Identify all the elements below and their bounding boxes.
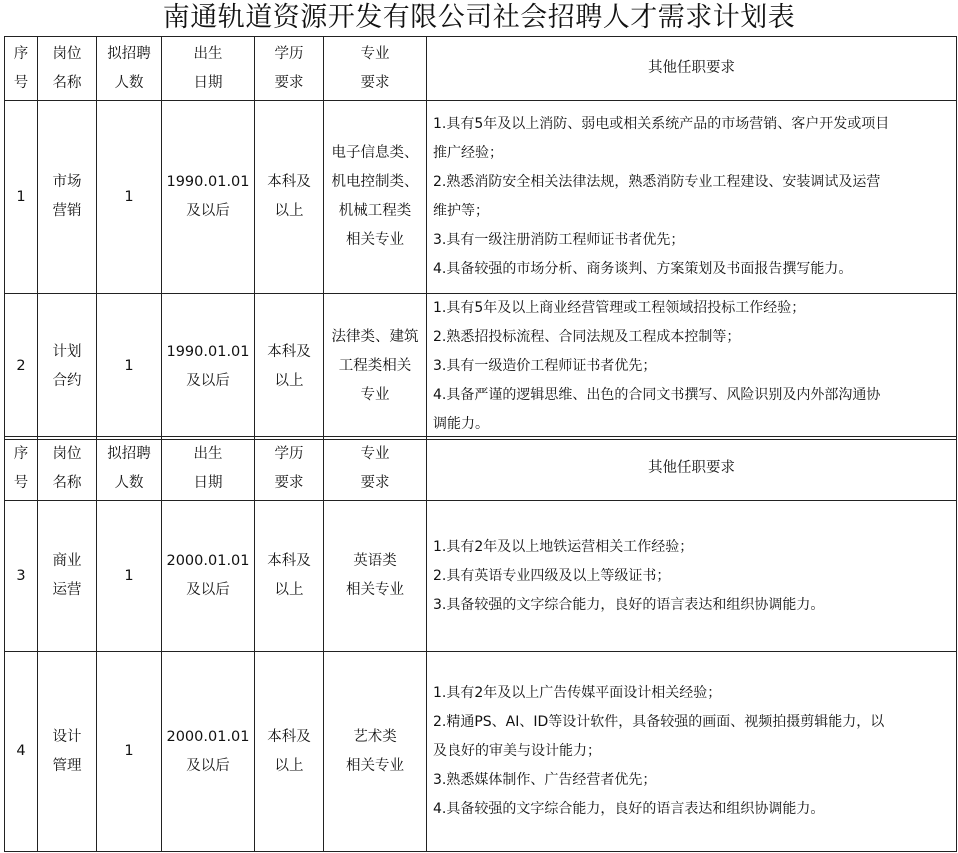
row-major: 艺术类 相关专业 <box>324 652 427 852</box>
header-other-requirements: 其他任职要求 <box>427 37 957 101</box>
row-education: 本科及 以上 <box>255 101 324 294</box>
row-education: 本科及 以上 <box>255 294 324 440</box>
header-other-requirements: 其他任职要求 <box>427 437 957 501</box>
row-position: 计划 合约 <box>38 294 97 440</box>
table-row <box>5 294 957 440</box>
row-position: 商业 运营 <box>38 501 97 652</box>
header-birth: 出生 日期 <box>162 437 255 501</box>
table-header-row <box>5 37 957 101</box>
row-no: 1 <box>5 101 38 294</box>
row-requirements: 1.具有2年及以上广告传媒平面设计相关经验； 2.精通PS、AI、ID等设计软件，具备较强的画面、视频拍摄剪辑能力，以 及良好的审美与设计能力； 3.熟悉媒体制作、广告经营者优先； 4.具备较强的文字综合能力，良好的语言表达和组织协调能力。 <box>427 652 957 852</box>
row-major: 电子信息类、 机电控制类、 机械工程类 相关专业 <box>324 101 427 294</box>
header-education: 学历 要求 <box>255 437 324 501</box>
row-no: 3 <box>5 501 38 652</box>
row-no: 4 <box>5 652 38 852</box>
table-row <box>5 501 957 652</box>
row-count: 1 <box>97 652 162 852</box>
row-requirements: 1.具有5年及以上消防、弱电或相关系统产品的市场营销、客户开发或项目 推广经验； 2.熟悉消防安全相关法律法规，熟悉消防专业工程建设、安装调试及运营 维护等； 3.具有一级注册消防工程师证书者优先； 4.具备较强的市场分析、商务谈判、方案策划及书面报告撰写能力。 <box>427 101 957 294</box>
row-birth: 1990.01.01 及以后 <box>162 294 255 440</box>
header-no: 序 号 <box>5 37 38 101</box>
header-major: 专业 要求 <box>324 37 427 101</box>
row-count: 1 <box>97 294 162 440</box>
header-position: 岗位 名称 <box>38 37 97 101</box>
header-education: 学历 要求 <box>255 37 324 101</box>
row-count: 1 <box>97 501 162 652</box>
row-major: 英语类 相关专业 <box>324 501 427 652</box>
requirements-table-part-1 <box>4 36 957 440</box>
header-no: 序 号 <box>5 437 38 501</box>
row-no: 2 <box>5 294 38 440</box>
row-birth: 2000.01.01 及以后 <box>162 501 255 652</box>
row-count: 1 <box>97 101 162 294</box>
row-birth: 1990.01.01 及以后 <box>162 101 255 294</box>
header-birth: 出生 日期 <box>162 37 255 101</box>
header-major: 专业 要求 <box>324 437 427 501</box>
header-count: 拟招聘 人数 <box>97 37 162 101</box>
row-birth: 2000.01.01 及以后 <box>162 652 255 852</box>
row-major: 法律类、建筑 工程类相关 专业 <box>324 294 427 440</box>
row-position: 设计 管理 <box>38 652 97 852</box>
header-count: 拟招聘 人数 <box>97 437 162 501</box>
row-position: 市场 营销 <box>38 101 97 294</box>
page-title: 南通轨道资源开发有限公司社会招聘人才需求计划表 <box>162 2 796 33</box>
row-requirements: 1.具有2年及以上地铁运营相关工作经验； 2.具有英语专业四级及以上等级证书； 3.具备较强的文字综合能力，良好的语言表达和组织协调能力。 <box>427 501 957 652</box>
row-requirements: 1.具有5年及以上商业经营管理或工程领域招投标工作经验； 2.熟悉招投标流程、合同法规及工程成本控制等； 3.具有一级造价工程师证书者优先； 4.具备严谨的逻辑思维、出色的合同文书撰写、风险识别及内外部沟通协 调能力。 <box>427 294 957 440</box>
row-education: 本科及 以上 <box>255 652 324 852</box>
requirements-table-part-2 <box>4 436 957 852</box>
table-row <box>5 652 957 852</box>
table-row <box>5 101 957 294</box>
table-header-row <box>5 437 957 501</box>
header-position: 岗位 名称 <box>38 437 97 501</box>
row-education: 本科及 以上 <box>255 501 324 652</box>
